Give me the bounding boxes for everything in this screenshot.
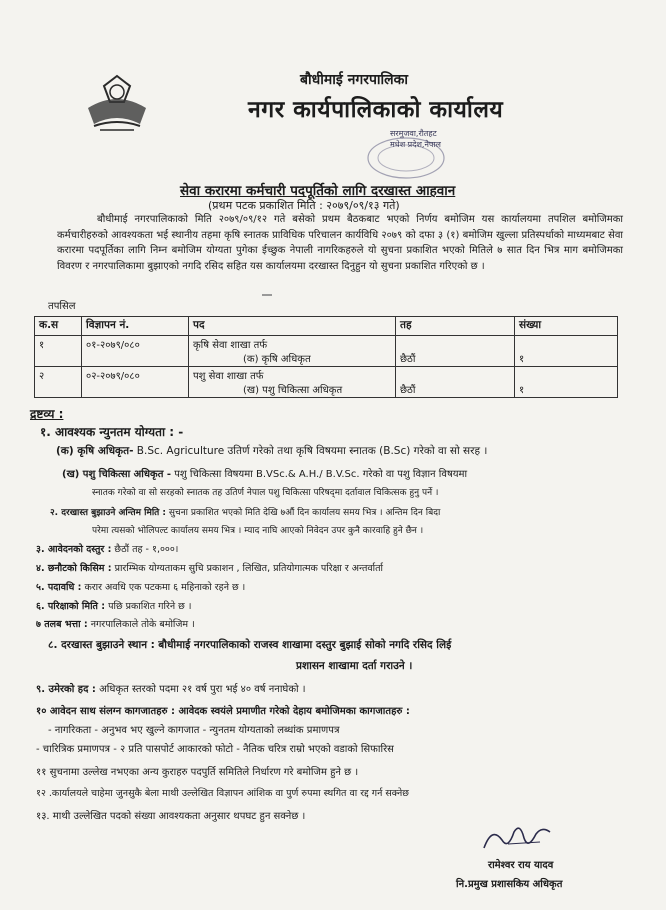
stamp-text: सरमुजवा,रौतहट मधेश प्रदेश,नेपाल	[390, 129, 441, 149]
note-9: ९. उमेरको हद : अधिकृत स्तरको पदमा २१ वर्ष पुरा भई ४० वर्ष ननाघेको ।	[36, 684, 306, 695]
note-1b-cont: स्नातक गरेको वा सो सरहको स्नातक तह उतिर्ण नेपाल पशु चिकित्सा परिषद्‍मा दर्तावाल चिकित्सक हुनु पर्ने ।	[92, 488, 439, 498]
note-8-cont: प्रशासन शाखामा दर्ता गराउने ।	[296, 660, 413, 672]
table-row	[35, 367, 618, 398]
cell-sn: १	[35, 336, 82, 367]
note-5: ५. पदावधि : करार अवधि एक पटकमा ६ महिनाको रहने छ ।	[36, 582, 246, 593]
note-1b: (ख) पशु चिकित्सा अधिकृत - पशु चिकित्सा विषयमा B.VSc.& A.H./ B.V.Sc. गरेको वा पशु विज्ञान विषयमा	[62, 469, 468, 480]
table-row	[35, 336, 618, 367]
municipality-name: बौधीमाई नगरपालिका	[300, 72, 409, 88]
cell-ad-no: ०१-२०७९/०८०	[82, 336, 189, 367]
col-ad-no: विज्ञापन नं.	[82, 317, 189, 336]
notice-title: सेवा करारमा कर्मचारी पदपूर्तिको लागि दरखास्त आहवान	[180, 183, 456, 199]
table-caption: तपसिल	[48, 301, 76, 312]
cell-count: १	[515, 367, 618, 398]
note-10-docs-1: - नागरिकता - अनुभव भए खुल्ने कागजात - न्युनतम योग्यताको लब्धांक प्रमाणपत्र	[48, 725, 340, 736]
note-6: ६. परिक्षाको मिति : पछि प्रकाशित गरिने छ ।	[36, 601, 192, 612]
divider	[262, 294, 272, 296]
notes-heading: द्रष्टव्य :	[30, 407, 64, 421]
cell-count: १	[515, 336, 618, 367]
note-1: १. आवश्यक न्युनतम योग्यता : -	[40, 425, 184, 439]
note-2: २. दरखास्त बुझाउने अन्तिम मिति : सुचना प्रकाशित भएको मिति देखि ७औं दिन कार्यालय समय भित्र । अन्तिम दिन बिदा	[50, 508, 441, 518]
cell-sn: २	[35, 367, 82, 398]
vacancy-table	[34, 316, 618, 398]
table-header-row	[35, 317, 618, 336]
cell-level: छैठौं	[396, 336, 515, 367]
office-title: नगर कार्यपालिकाको कार्यालय	[248, 97, 504, 123]
cell-ad-no: ०२-२०७९/०८०	[82, 367, 189, 398]
cell-level: छैठौं	[396, 367, 515, 398]
note-4: ४. छनौटको किसिम : प्रारम्भिक योग्यताकम सुचि प्रकाशन , लिखित, प्रतियोगात्मक परिक्षा र अन्तर्वार्ता	[36, 563, 384, 574]
note-12: १२ .कार्यालयले चाहेमा जुनसुकै बेला माथी उल्लेखित विज्ञापन आंशिक वा पुर्ण रुपमा स्थगित वा रद्द गर्न सक्नेछ	[36, 788, 409, 799]
note-10: १० आवेदन साथ संलग्न कागजातहरु : आवेदक स्वयंले प्रमाणीत गरेको देहाय बमोजिमका कागजातहरु :	[36, 706, 410, 717]
col-count: संख्या	[515, 317, 618, 336]
signatory-designation: नि.प्रमुख प्रशासकिय अधिकृत	[456, 879, 563, 890]
intro-paragraph: बौधीमाई नगरपालिकाको मिति २०७९/०९/१२ गते बसेको प्रथम बैठकबाट भएको निर्णय बमोजिम यस कार्यालयमा तपशिल बमोजिमका कर्मचारीहरुको आवश्यकता भई स्थानीय तहमा कृषि स्नातक प्राविधिक परिचालन कार्यविधि २०७९ को दफा ३ (१) बमोजिम खुल्ला प्रतिस्पर्धाको माध्यमबाट सेवा करारमा पदपूर्तिका लागि निम्न बमोजिम योग्यता पुगेका ईच्छुक नेपाली नागरिकहरुले यो सुचना प्रकाशित भएको मितिले ७ सात दिन भित्र माग बमोजिमका विवरण र नगरपालिकामा बुझाएको नगदि रसिद सहित यस कार्यालयमा दरखास्त दिनुहुन यो सुचना प्रकाशित गरिएको छ ।	[57, 214, 623, 272]
signature-icon	[478, 820, 558, 856]
note-11: ११ सुचनामा उल्लेख नभएका अन्य कुराहरु पदपुर्ति समितिले निर्धारण गरे बमोजिम हुने छ ।	[36, 767, 359, 778]
cell-post: पशु सेवा शाखा तर्फ (ख) पशु चिकित्सा अधिकृत	[189, 367, 396, 398]
col-level: तह	[396, 317, 515, 336]
government-emblem-icon	[80, 72, 154, 134]
note-13: १३. माथी उल्लेखित पदको संख्या आवश्यकता अनुसार थपघट हुन सक्नेछ ।	[36, 811, 306, 822]
cell-post: कृषि सेवा शाखा तर्फ (क) कृषि अधिकृत	[189, 336, 396, 367]
note-8: ८. दरखास्त बुझाउने स्थान : बौधीमाई नगरपालिकाको राजस्व शाखामा दस्तुर बुझाई सोको नगदि रसिद लिई	[48, 639, 452, 651]
signatory-name: रामेश्वर राय यादव	[488, 860, 554, 871]
col-sn: क.स	[35, 317, 82, 336]
note-1a: (क) कृषि अधिकृत- B.Sc. Agriculture उतिर्ण गरेको तथा कृषि विषयमा स्नातक (B.Sc) गरेको वा सो सरह ।	[56, 445, 488, 457]
note-2-cont: परेमा त्यसको भोलिपल्ट कार्यालय समय भित्र । म्याद नाघि आएको निवेदन उपर कुनै कारवाहि हुने छैन ।	[92, 526, 424, 536]
note-10-docs-2: - चारित्रिक प्रमाणपत्र - २ प्रति पासपोर्ट आकारको फोटो - नैतिक चरित्र राम्रो भएको वडाको सिफारिस	[36, 744, 394, 755]
note-7: ७ तलब भत्ता : नगरपालिकाले तोके बमोजिम ।	[36, 619, 195, 630]
col-post: पद	[189, 317, 396, 336]
note-3: ३. आवेदनको दस्तुर : छैठौं तह - १,०००।	[36, 544, 179, 555]
publication-date: (प्रथम पटक प्रकाशित मिति : २०७९/०९/१३ गते)	[208, 199, 400, 212]
